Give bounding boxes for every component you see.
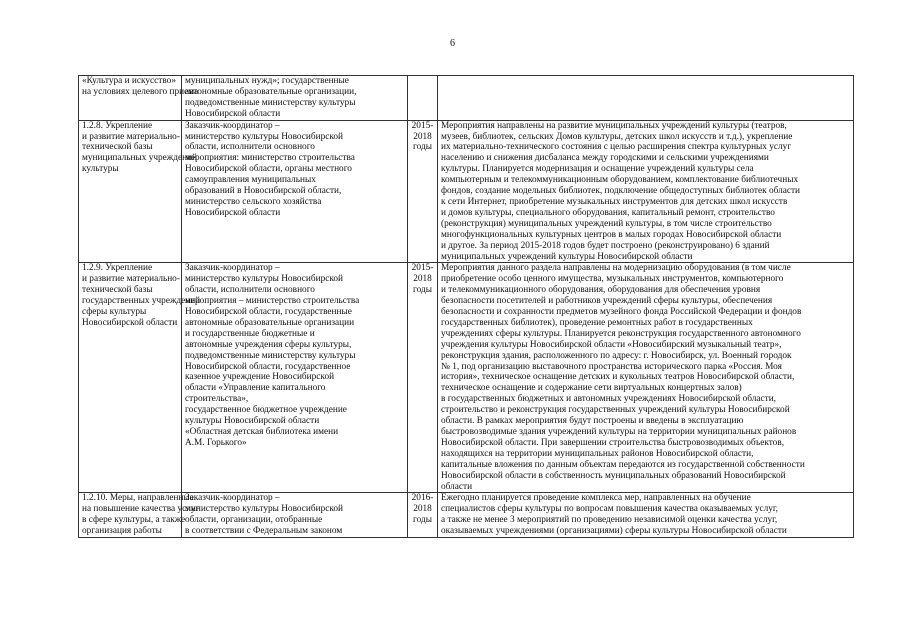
text-line: 2018: [413, 131, 432, 142]
text-line: 2015-: [411, 120, 434, 131]
program-measures-table: [78, 75, 854, 538]
text-line: Ежегодно планируется проведение комплекса мер, направленных на обучение: [441, 493, 751, 504]
text-line: министерство сельского хозяйства: [185, 196, 322, 207]
measure-name-cell: [79, 76, 199, 121]
text-line: муниципальных учреждений: [82, 153, 197, 164]
table-row: [79, 76, 854, 121]
text-line: Новосибирской области: [185, 207, 281, 218]
text-line: «Областная детская библиотека имени: [185, 427, 339, 437]
text-line: многофункциональных культурных центров в малых городах Новосибирской области: [441, 229, 782, 240]
text-line: безопасности посетителей и работников учреждений сферы культуры, обеспечения: [441, 296, 773, 307]
text-line: Новосибирской области: [185, 108, 281, 119]
text-line: организация работы: [82, 526, 162, 537]
text-line: годы: [413, 285, 432, 296]
text-line: компьютерным и телекоммуникационным оборудованием, комплектование библиотечных: [441, 175, 799, 186]
measure-name-cell: [79, 263, 201, 493]
text-line: и другое. За период 2015-2018 годов будет построено (реконструировано) 6 зданий: [441, 240, 770, 251]
text-line: Мероприятия данного раздела направлены на модернизацию оборудования (в том числе: [441, 263, 791, 274]
text-line: и государственные бюджетные и: [185, 328, 315, 339]
years-cell: [408, 263, 438, 493]
text-line: государственное бюджетное учреждение: [185, 405, 347, 416]
years-cell: [408, 120, 438, 263]
text-line: Заказчик-координатор –: [185, 263, 280, 274]
text-line: мероприятия – министерство строительства: [185, 296, 360, 307]
text-line: оказываемых учреждениями (организациями) сферы культуры Новосибирской области: [441, 526, 787, 537]
description-cell: [438, 263, 854, 493]
text-line: находящихся на территории муниципальных районов Новосибирской области,: [441, 448, 754, 459]
text-line: мероприятия: министерство строительства: [185, 153, 355, 164]
text-line: Заказчик-координатор –: [185, 493, 280, 504]
description-cell: [438, 493, 854, 538]
executor-cell: [182, 263, 408, 493]
text-line: 2018: [413, 274, 432, 285]
text-line: области, организации, отобранные: [185, 515, 323, 526]
text-line: населению и снижения дисбаланса между городскими и сельскими учреждениями: [441, 153, 769, 164]
text-line: к сети Интернет, приобретение музыкальных инструментов для детских школ искусств: [441, 196, 788, 207]
text-line: области, исполнители основного: [185, 285, 315, 296]
measure-name-cell: [79, 493, 200, 538]
text-line: музеев, библиотек, сельских Домов культуры, детских школ искусств и т.д.), укрепление: [441, 131, 793, 142]
text-line: автономные образовательные организации: [185, 317, 355, 328]
text-line: фондов, создание модельных библиотек, подключение общедоступных библиотек области: [441, 186, 801, 197]
table-row: [79, 120, 854, 263]
text-line: безопасности и сохранности предметов музейного фонда Российской Федерации и фондов: [441, 307, 802, 318]
text-line: министерство культуры Новосибирской: [185, 274, 344, 285]
text-line: области. В рамках мероприятия будут построены и введены в эксплуатацию: [441, 416, 744, 427]
text-line: технической базы: [82, 142, 153, 153]
text-line: муниципальных учреждений культуры Новосибирской области: [441, 251, 693, 262]
text-line: технической базы: [82, 285, 153, 296]
text-line: учреждения культуры Новосибирской области «Новосибирский музыкальный театр»,: [441, 339, 782, 350]
text-line: подведомственные министерству культуры: [185, 350, 356, 361]
text-line: Новосибирской области, органы местного: [185, 164, 352, 175]
text-line: и домов культуры, специального оборудования, капитальный ремонт, строительство: [441, 207, 775, 218]
text-line: специалистов сферы культуры по вопросам повышения качества оказываемых услуг,: [441, 504, 779, 515]
text-line: Заказчик-координатор –: [185, 120, 280, 131]
text-line: сферы культуры: [82, 307, 147, 318]
text-line: 1.2.9. Укрепление: [82, 263, 153, 274]
text-line: Новосибирской области, государственные: [185, 307, 352, 318]
text-line: № 1, под организацию выставочного пространства исторического парка «Россия. Моя: [441, 361, 782, 372]
text-line: автономные учреждения сферы культуры,: [185, 339, 352, 350]
text-line: 2015-: [411, 263, 434, 274]
text-line: области: [441, 481, 473, 492]
executor-cell: [182, 120, 408, 263]
text-line: культуры. Планируется модернизация и оснащение учреждений культуры села: [441, 164, 754, 175]
text-line: техническое оснащение и содержание сети виртуальных концертных залов): [441, 383, 742, 394]
text-line: государственных библиотек), проведение ремонтных работ в государственных: [441, 317, 753, 328]
text-line: автономные образовательные организации,: [185, 86, 357, 97]
text-line: приобретение особо ценного имущества, музыкальных инструментов, компьютерного: [441, 274, 784, 285]
text-line: Новосибирской области, государственное: [185, 361, 351, 372]
text-line: 2018: [413, 504, 432, 515]
text-line: Новосибирской области. При завершении строительства быстровозводимых объектов,: [441, 437, 785, 448]
text-line: Новосибирской области: [82, 317, 178, 328]
text-line: в сфере культуры, а также: [82, 515, 186, 526]
text-line: области «Управление капитального: [185, 383, 326, 394]
description-cell: [438, 120, 854, 263]
text-line: и развитие материально-: [82, 131, 180, 142]
years-cell: [408, 76, 438, 121]
text-line: А.М. Горького»: [185, 437, 247, 448]
text-line: годы: [413, 515, 432, 526]
text-line: быстровозводимые здания учреждений культуры на территории муниципальных районов: [441, 427, 797, 437]
text-line: министерство культуры Новосибирской: [185, 504, 344, 515]
page-number: 6: [450, 38, 455, 49]
text-line: (реконструкция) муниципальных учреждений культуры, в том числе строительство: [441, 218, 772, 229]
text-line: на повышение качества услуг: [82, 504, 200, 515]
text-line: в государственных бюджетных и автономных учреждениях Новосибирской области,: [441, 394, 777, 405]
text-line: 1.2.10. Меры, направленные: [82, 493, 194, 504]
table-row: [79, 263, 854, 493]
measure-name-cell: [79, 120, 197, 263]
text-line: в соответствии с Федеральным законом: [185, 526, 343, 537]
text-line: годы: [413, 142, 432, 153]
text-line: их материально-технического состояния с целью расширения спектра культурных услуг: [441, 142, 792, 153]
text-line: история», техническое оснащение детских и кукольных театров Новосибирской области,: [441, 372, 795, 383]
text-line: на условиях целевого приема: [82, 86, 199, 97]
years-cell: [408, 493, 438, 538]
text-line: строительства»,: [185, 394, 249, 405]
text-line: образований в Новосибирской области,: [185, 186, 342, 197]
executor-cell: [182, 76, 408, 121]
text-line: Мероприятия направлены на развитие муниципальных учреждений культуры (театров,: [441, 120, 787, 131]
text-line: и развитие материально-: [82, 274, 180, 285]
text-line: 1.2.8. Укрепление: [82, 120, 153, 131]
text-line: самоуправления муниципальных: [185, 175, 316, 186]
text-line: государственных учреждений: [82, 296, 201, 307]
text-line: министерство культуры Новосибирской: [185, 131, 344, 142]
table-row: [79, 493, 854, 538]
text-line: учреждениях сферы культуры. Планируется реконструкция государственного автономного: [441, 328, 801, 339]
text-line: Новосибирской области в собственность муниципальных образований Новосибирской: [441, 470, 786, 481]
text-line: муниципальных нужд»; государственные: [185, 76, 349, 86]
text-line: реконструкция здания, расположенного по адресу: г. Новосибирск, ул. Военный городок: [441, 350, 792, 361]
text-line: культуры Новосибирской области: [185, 416, 320, 427]
executor-cell: [182, 493, 408, 538]
text-line: области, исполнители основного: [185, 142, 315, 153]
text-line: 2016-: [411, 493, 434, 504]
text-line: подведомственные министерству культуры: [185, 97, 356, 108]
text-line: «Культура и искусство»: [82, 76, 176, 86]
text-line: а также не менее 3 мероприятий по проведению независимой оценки качества услуг,: [441, 515, 778, 526]
text-line: строительство и реконструкция государственных учреждений культуры Новосибирской: [441, 405, 790, 416]
text-line: казенное учреждение Новосибирской: [185, 372, 335, 383]
description-cell: [438, 76, 854, 121]
text-line: капитальные вложения по данным объектам передаются из государственной собственности: [441, 459, 805, 470]
text-line: культуры: [82, 164, 119, 175]
text-line: и телекоммуникационного оборудования, оборудования для обеспечения уровня: [441, 285, 761, 296]
